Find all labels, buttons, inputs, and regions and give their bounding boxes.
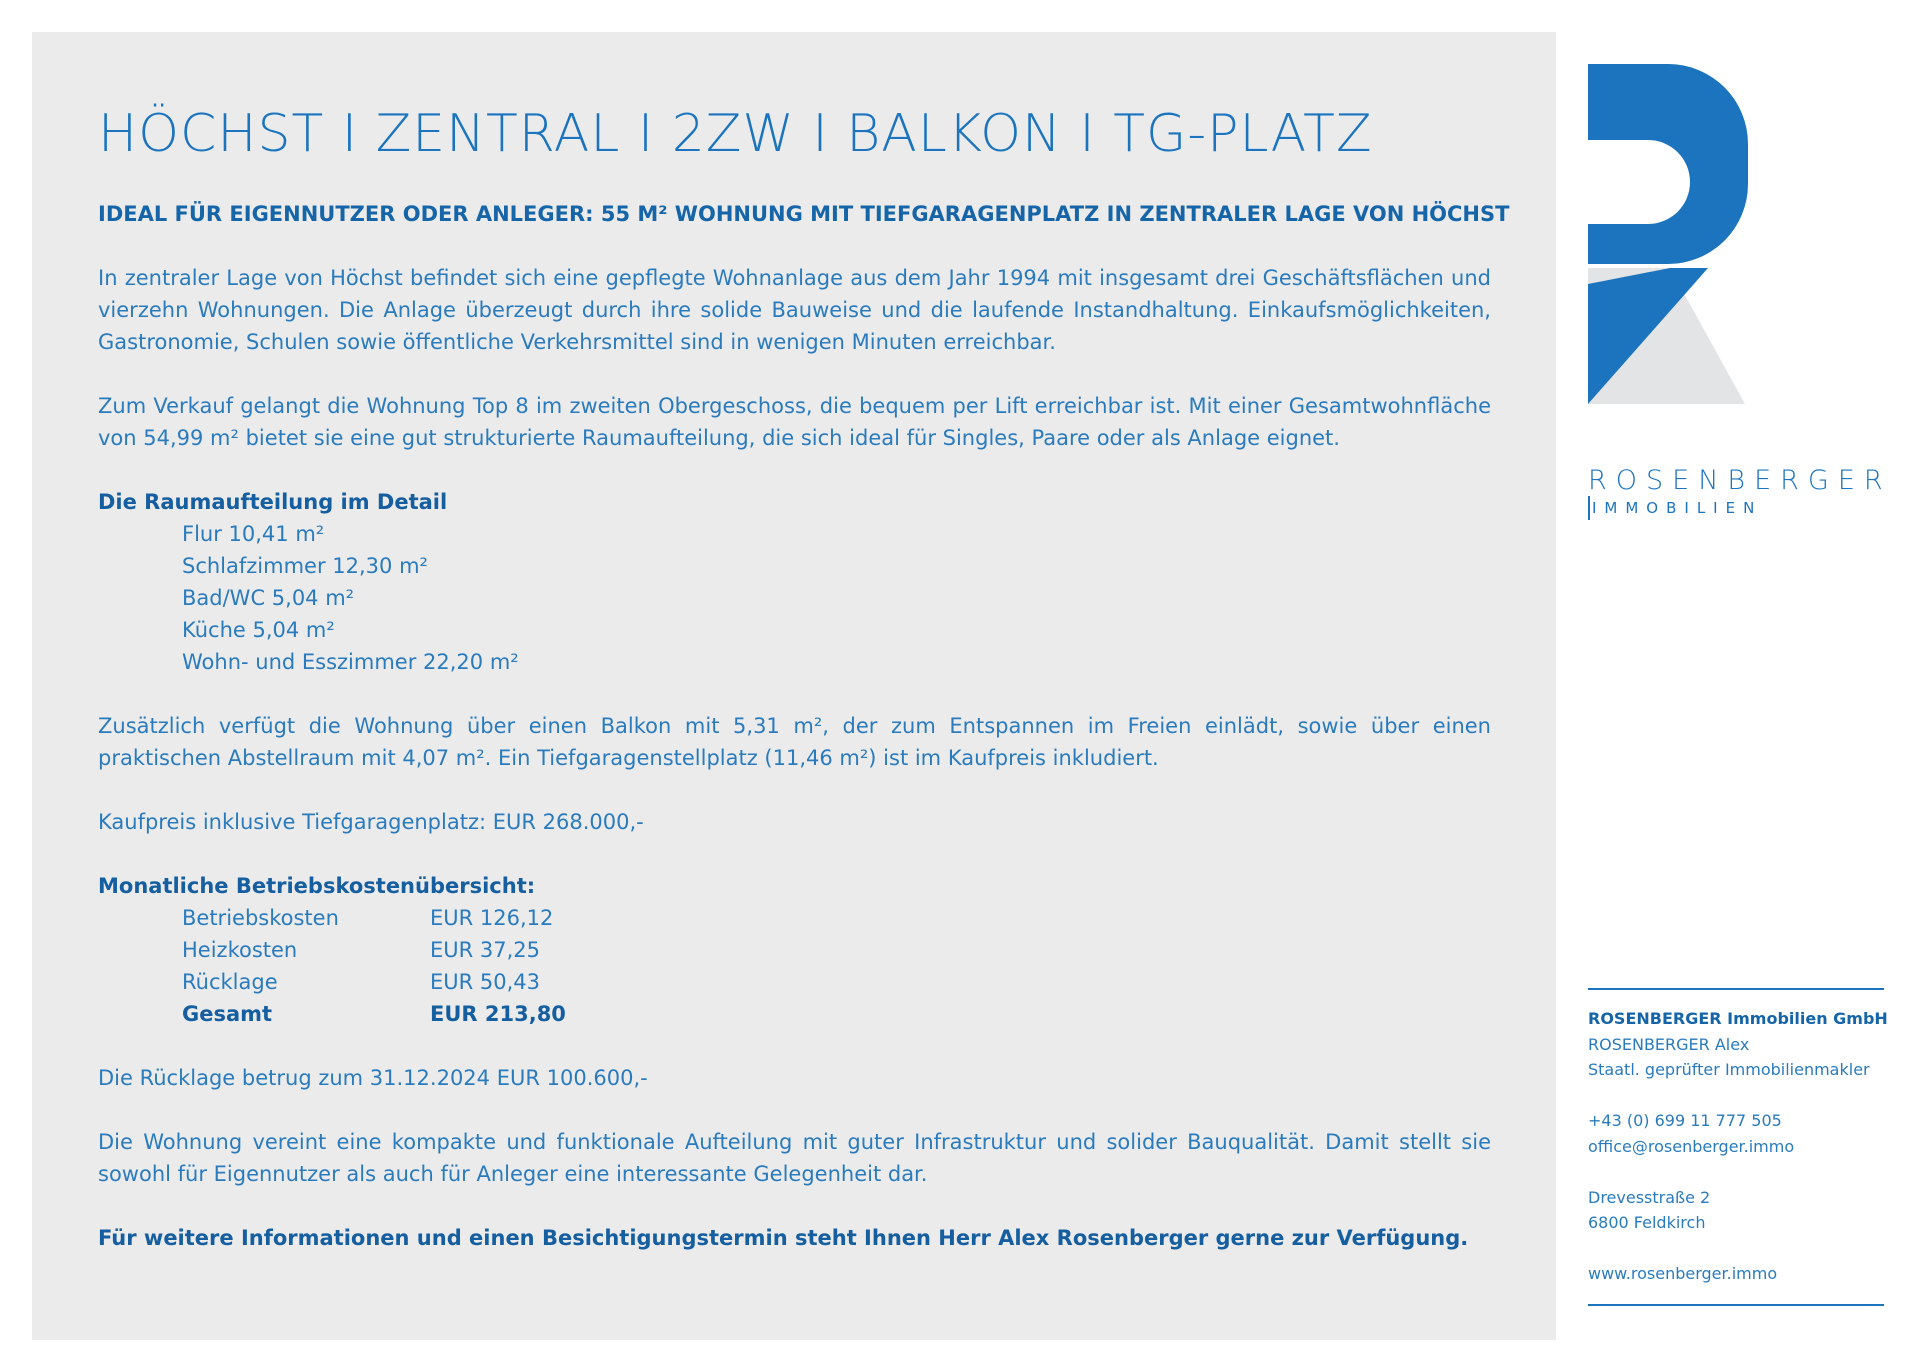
cost-value: EUR 213,80 [430, 1002, 566, 1026]
intro-paragraph: In zentraler Lage von Höchst befindet sich eine gepflegte Wohnanlage aus dem Jahr 1994 mit insgesamt drei Geschäftsflächen und vierzehn Wohnungen. Die Anlage überzeugt durch ihre solide Bauweise und die laufende Instandhaltung. Einkaufsmöglichkeiten, Gastronomie, Schulen sowie öffentliche Verkehrsmittel sind in wenigen Minuten erreichbar. [98, 266, 1491, 354]
final-paragraph: Für weitere Informationen und einen Besichtigungstermin steht Ihnen Herr Alex Rosenberger gerne zur Verfügung. [98, 1226, 1469, 1250]
sale-paragraph: Zum Verkauf gelangt die Wohnung Top 8 im zweiten Obergeschoss, die bequem per Lift erreichbar ist. Mit einer Gesamtwohnfläche von 54,99 m² bietet sie eine gut strukturierte Raumaufteilung, die sich ideal für Singles, Paare oder als Anlage eignet. [98, 394, 1491, 450]
contact-street: Drevesstraße 2 [1588, 1187, 1711, 1207]
room-item: Flur 10,41 m² [182, 522, 325, 546]
subtitle: IDEAL FÜR EIGENNUTZER ODER ANLEGER: 55 M² WOHNUNG MIT TIEFGARAGENPLATZ IN ZENTRALER LAGE VON HÖCHST [98, 202, 1510, 226]
reserve-paragraph: Die Rücklage betrug zum 31.12.2024 EUR 100.600,- [98, 1066, 648, 1090]
contact-role: Staatl. geprüfter Immobilienmakler [1588, 1060, 1870, 1079]
cost-row [98, 966, 1491, 998]
cost-row-total [98, 998, 1491, 1030]
brand-sub: IMMOBILIEN [1592, 499, 1763, 517]
contact-company: ROSENBERGER Immobilien GmbH [1588, 1009, 1888, 1028]
cost-value: EUR 37,25 [430, 938, 541, 962]
contact-web[interactable]: www.rosenberger.immo [1588, 1264, 1778, 1283]
contact-phone[interactable]: +43 (0) 699 11 777 505 [1588, 1111, 1782, 1130]
room-item: Bad/WC 5,04 m² [182, 586, 355, 610]
sidebar [1588, 0, 1892, 1358]
cost-label: Gesamt [182, 1002, 273, 1026]
spacer [1588, 1083, 1888, 1109]
cost-value: EUR 126,12 [430, 906, 554, 930]
brand-name: ROSENBERGER [1588, 465, 1892, 496]
cost-row [98, 934, 1491, 966]
extras-paragraph: Zusätzlich verfügt die Wohnung über einen Balkon mit 5,31 m², der zum Entspannen im Freien einlädt, sowie über einen praktischen Abstellraum mit 4,07 m². Ein Tiefgaragenstellplatz (11,46 m²) ist im Kaufpreis inkludiert. [98, 714, 1491, 770]
cost-label: Rücklage [182, 970, 278, 994]
expose-panel [32, 32, 1556, 1340]
contact-top-rule [1588, 988, 1884, 990]
costs-table [98, 902, 1491, 1030]
brand-wordmark [1588, 466, 1892, 518]
rooms-list [98, 518, 1491, 678]
room-item: Küche 5,04 m² [182, 618, 335, 642]
contact-city: 6800 Feldkirch [1588, 1213, 1706, 1232]
spacer [1588, 1159, 1888, 1185]
room-item: Schlafzimmer 12,30 m² [182, 554, 428, 578]
price-paragraph: Kaufpreis inklusive Tiefgaragenplatz: EUR 268.000,- [98, 810, 644, 834]
spacer [1588, 1236, 1888, 1262]
rooms-heading: Die Raumaufteilung im Detail [98, 490, 448, 514]
expose-content [98, 94, 1510, 1254]
brand-divider [1588, 496, 1590, 520]
cost-row [98, 902, 1491, 934]
contact-bottom-rule [1588, 1304, 1884, 1306]
cost-label: Betriebskosten [182, 906, 339, 930]
room-item: Wohn- und Esszimmer 22,20 m² [182, 650, 519, 674]
rosenberger-logo-icon [1588, 64, 1748, 410]
contact-email[interactable]: office@rosenberger.immo [1588, 1136, 1795, 1156]
costs-heading: Monatliche Betriebskostenübersicht: [98, 874, 536, 898]
cost-value: EUR 50,43 [430, 970, 541, 994]
closing-paragraph: Die Wohnung vereint eine kompakte und funktionale Aufteilung mit guter Infrastruktur und solider Bauqualität. Damit stellt sie sowohl für Eigennutzer als auch für Anleger eine interessante Gelegenheit dar. [98, 1130, 1491, 1186]
contact-block [1588, 1006, 1888, 1287]
cost-label: Heizkosten [182, 938, 298, 962]
page-title: HÖCHST I ZENTRAL I 2ZW I BALKON I TG-PLATZ [98, 104, 1373, 164]
contact-person: ROSENBERGER Alex [1588, 1034, 1750, 1054]
